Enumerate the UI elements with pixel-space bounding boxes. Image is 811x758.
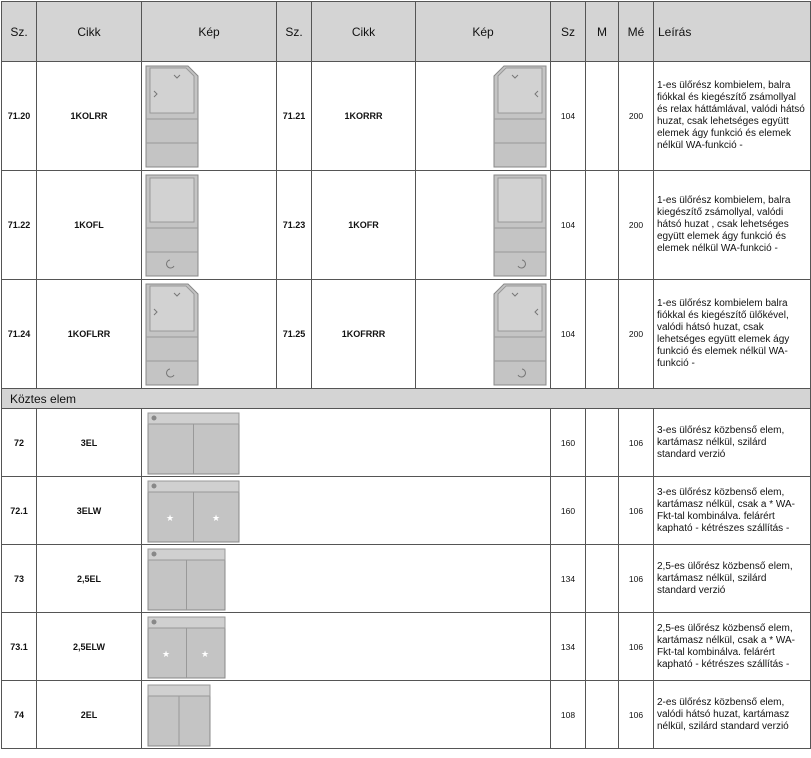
- row-cikk: 3ELW: [37, 477, 142, 545]
- row-cikk: 3EL: [37, 409, 142, 477]
- row-description: 1-es ülőrész kombielem, balra fiókkal és kiegészítő zsámollyal és relax háttámlával, valódi hátsó huzat, csak lehetséges együtt elemek ágy funkció és elemek nélkül WA-funkció -: [654, 62, 811, 171]
- row-sz: 71.22: [2, 171, 37, 280]
- table-row: [2, 62, 811, 171]
- row-sz: 72.1: [2, 477, 37, 545]
- row-width: 108: [551, 681, 586, 749]
- sofa-image-left: [142, 280, 277, 389]
- sofa-image: [142, 477, 551, 545]
- product-table: [1, 1, 811, 749]
- table-row: [2, 280, 811, 389]
- row-cikk: 1KOFLRR: [37, 280, 142, 389]
- row-sz: 73.1: [2, 613, 37, 681]
- row-depth: 200: [619, 280, 654, 389]
- row-depth: 106: [619, 545, 654, 613]
- row-m: [586, 545, 619, 613]
- row-cikk: 2EL: [37, 681, 142, 749]
- header-cikk: Cikk: [37, 2, 142, 62]
- row-m: [586, 681, 619, 749]
- header-sz-2: Sz.: [277, 2, 312, 62]
- row-width: 134: [551, 613, 586, 681]
- table-row: [2, 477, 811, 545]
- row-cikk: 1KOLRR: [37, 62, 142, 171]
- row-description: 3-es ülőrész közbenső elem, kartámasz nélkül, szilárd standard verzió: [654, 409, 811, 477]
- row-m: [586, 409, 619, 477]
- sofa-image: [142, 409, 551, 477]
- table-row: [2, 681, 811, 749]
- row-sz-2: 71.21: [277, 62, 312, 171]
- row-sz: 71.24: [2, 280, 37, 389]
- row-cikk-2: 1KORRR: [312, 62, 416, 171]
- star-icon: ★: [211, 512, 221, 523]
- header-cikk-2: Cikk: [312, 2, 416, 62]
- row-cikk: 2,5EL: [37, 545, 142, 613]
- row-cikk-2: 1KOFR: [312, 171, 416, 280]
- row-cikk-2: 1KOFRRR: [312, 280, 416, 389]
- row-cikk: 2,5ELW: [37, 613, 142, 681]
- row-description: 1-es ülőrész kombielem balra fiókkal és kiegészítő ülőkével, valódi hátsó huzat, csak lehetséges együtt elemek ágy funkció és elemek nélkül WA-funkció -: [654, 280, 811, 389]
- row-depth: 106: [619, 681, 654, 749]
- row-depth: 200: [619, 171, 654, 280]
- row-width: 104: [551, 62, 586, 171]
- row-sz: 71.20: [2, 62, 37, 171]
- row-cikk: 1KOFL: [37, 171, 142, 280]
- table-row: [2, 613, 811, 681]
- row-sz: 73: [2, 545, 37, 613]
- row-m: [586, 477, 619, 545]
- row-depth: 106: [619, 409, 654, 477]
- row-depth: 200: [619, 62, 654, 171]
- sofa-image-right: [416, 171, 551, 280]
- sofa-image: [142, 613, 551, 681]
- sofa-image: [142, 681, 551, 749]
- section-title: Köztes elem: [2, 389, 811, 409]
- header-kep-2: Kép: [416, 2, 551, 62]
- row-width: 104: [551, 280, 586, 389]
- sofa-image-left: [142, 171, 277, 280]
- row-sz: 72: [2, 409, 37, 477]
- row-m: [586, 280, 619, 389]
- row-m: [586, 62, 619, 171]
- row-sz-2: 71.25: [277, 280, 312, 389]
- section-row: [2, 389, 811, 409]
- row-m: [586, 171, 619, 280]
- sofa-image-right: [416, 62, 551, 171]
- row-sz: 74: [2, 681, 37, 749]
- header-leiras: Leírás: [654, 2, 811, 62]
- header-width: Sz: [551, 2, 586, 62]
- row-depth: 106: [619, 477, 654, 545]
- row-description: 2,5-es ülőrész közbenső elem, kartámasz nélkül, szilárd standard verzió: [654, 545, 811, 613]
- row-width: 160: [551, 477, 586, 545]
- row-width: 160: [551, 409, 586, 477]
- header-row: [2, 2, 811, 62]
- row-description: 2,5-es ülőrész közbenső elem, kartámasz nélkül, csak a * WA-Fkt-tal kombinálva. felárért kapható - kétrészes szállítás -: [654, 613, 811, 681]
- row-description: 1-es ülőrész kombielem, balra kiegészítő zsámollyal, valódi hátsó huzat , csak lehetséges együtt elemek ágy funkció és elemek nélkül WA-funkció -: [654, 171, 811, 280]
- header-depth: Mé: [619, 2, 654, 62]
- sofa-image-right: [416, 280, 551, 389]
- table-row: [2, 171, 811, 280]
- row-m: [586, 613, 619, 681]
- star-icon: ★: [200, 648, 210, 659]
- row-width: 134: [551, 545, 586, 613]
- row-depth: 106: [619, 613, 654, 681]
- table-row: [2, 409, 811, 477]
- row-width: 104: [551, 171, 586, 280]
- sofa-image-left: [142, 62, 277, 171]
- header-kep: Kép: [142, 2, 277, 62]
- row-sz-2: 71.23: [277, 171, 312, 280]
- header-m: M: [586, 2, 619, 62]
- row-description: 2-es ülőrész közbenső elem, valódi hátsó huzat, kartámasz nélkül, szilárd standard verzió: [654, 681, 811, 749]
- star-icon: ★: [161, 648, 171, 659]
- table-row: [2, 545, 811, 613]
- row-description: 3-es ülőrész közbenső elem, kartámasz nélkül, csak a * WA-Fkt-tal kombinálva. felárért kapható - kétrészes szállítás -: [654, 477, 811, 545]
- star-icon: ★: [165, 512, 175, 523]
- header-sz: Sz.: [2, 2, 37, 62]
- sofa-image: [142, 545, 551, 613]
